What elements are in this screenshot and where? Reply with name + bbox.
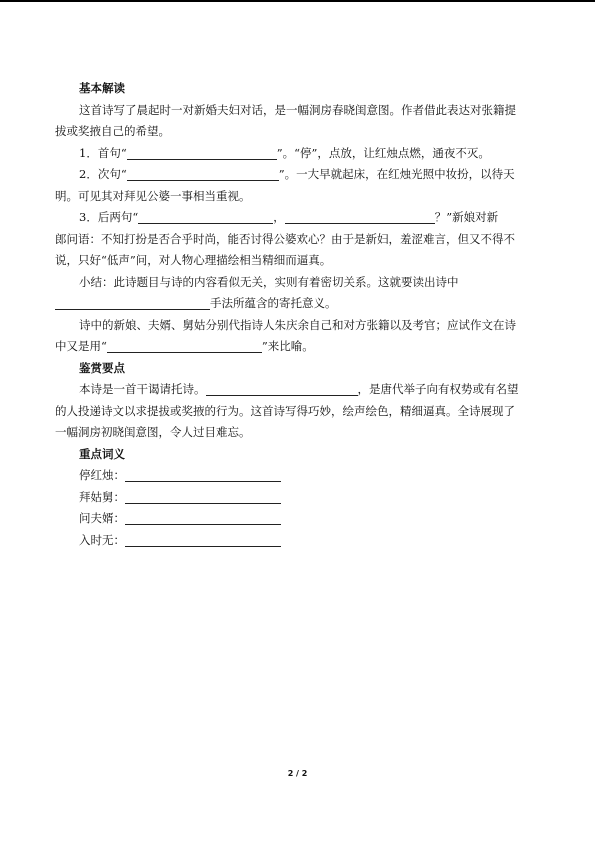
keyword-row <box>79 487 539 509</box>
q3-suffix: ？”新娘对新 <box>434 210 499 224</box>
q2-continuation: 明。可见其对拜见公婆一事相当重视。 <box>55 188 251 203</box>
q3-continuation-a: 郎问语：不知打扮是否合乎时尚，能否讨得公婆欢心？由于是新妇，羞涩难言，但又不得不 <box>55 231 515 246</box>
summary-blank[interactable] <box>55 295 210 310</box>
summary-line-b <box>55 293 539 315</box>
roles-line-b <box>55 336 539 358</box>
keyword-label: 停红烛： <box>79 468 125 482</box>
question-2 <box>79 164 539 186</box>
roles-prefix: 中又是用“ <box>55 339 107 353</box>
appreciation-line-c: 一幅洞房初晓闺意图，令人过目难忘。 <box>55 425 251 439</box>
q3-blank-1[interactable] <box>138 209 273 224</box>
keyword-label: 拜姑舅： <box>79 489 125 504</box>
q2-suffix: ”。一大早就起床，在红烛光照中妆扮，以待天 <box>278 167 515 181</box>
keyword-label: 入时无： <box>79 532 125 547</box>
roles-blank[interactable] <box>107 338 262 353</box>
q2-blank[interactable] <box>127 166 279 181</box>
roles-suffix: ”来比喻。 <box>261 339 314 353</box>
appreciation-suffix: ，是唐代举子向有权势或有名望 <box>357 382 519 396</box>
question-1 <box>79 143 539 165</box>
keyword-blank[interactable] <box>125 467 281 482</box>
question-3 <box>79 207 539 229</box>
q1-blank[interactable] <box>127 145 277 160</box>
section-title-appreciation: 鉴赏要点 <box>79 360 125 375</box>
intro-line-a: 这首诗写了晨起时一对新婚夫妇对话，是一幅洞房春晓闺意图。作者借此表达对张籍提 <box>79 102 516 117</box>
keyword-row <box>79 530 539 552</box>
keyword-blank[interactable] <box>125 510 281 525</box>
q3-prefix: 3．后两句“ <box>79 210 139 224</box>
section-title-basic: 基本解读 <box>79 81 125 95</box>
summary-line-a: 小结：此诗题目与诗的内容看似无关，实则有着密切关系。这就要读出诗中 <box>79 274 459 289</box>
q1-prefix: 1．首句“ <box>79 145 127 160</box>
document-body <box>55 78 539 551</box>
keyword-blank[interactable] <box>125 489 281 504</box>
intro-line-b: 拔或奖掖自己的希望。 <box>55 124 170 138</box>
appreciation-line-a <box>79 379 539 401</box>
keyword-row <box>79 465 539 487</box>
section-title-keywords: 重点词义 <box>79 446 125 461</box>
keyword-blank[interactable] <box>125 532 281 547</box>
q3-blank-2[interactable] <box>285 209 435 224</box>
appreciation-blank[interactable] <box>206 381 358 396</box>
q1-suffix: ”。“停”，点放，让红烛点燃，通夜不灭。 <box>276 145 490 160</box>
appreciation-line-b: 的人投递诗文以求提拔或奖掖的行为。这首诗写得巧妙，绘声绘色，精细逼真。全诗展现了 <box>55 403 515 418</box>
q3-continuation-b: 说，只好“低声”问，对人物心理描绘相当精细而逼真。 <box>55 253 332 267</box>
page-number: 2 / 2 <box>287 769 308 778</box>
header-rule <box>0 0 595 2</box>
q2-prefix: 2．次句“ <box>79 167 127 181</box>
keyword-row <box>79 508 539 530</box>
keyword-label: 问夫婿： <box>79 511 125 525</box>
summary-suffix: 手法所蕴含的寄托意义。 <box>210 296 337 310</box>
appreciation-prefix: 本诗是一首干谒请托诗。 <box>79 382 206 396</box>
roles-line-a: 诗中的新娘、夫婿、舅姑分别代指诗人朱庆余自己和对方张籍以及考官；应试作文在诗 <box>79 317 516 332</box>
intro-paragraph <box>79 100 539 122</box>
q3-comma: ， <box>273 210 285 224</box>
